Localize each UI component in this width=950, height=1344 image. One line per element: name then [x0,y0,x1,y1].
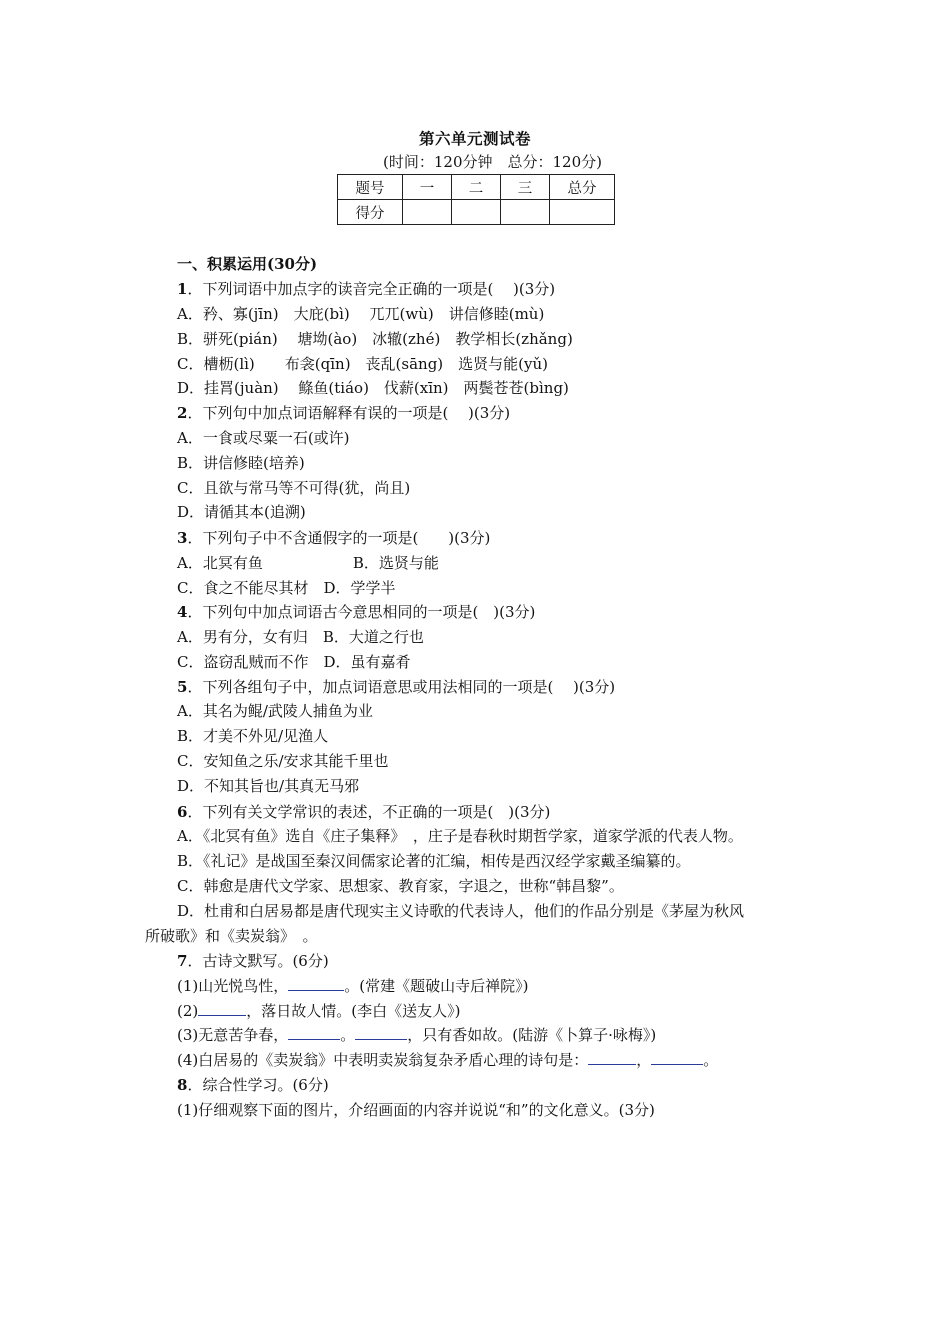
item-text: (3)无意苦争春， [177,1026,289,1044]
item-text: 。 [703,1051,719,1069]
answer-blank[interactable] [288,976,344,991]
item-text: ， [636,1051,652,1069]
question-3-options-cd: C．食之不能尽其材 D．学学半 [177,579,396,597]
page-title: 第六单元测试卷 [418,129,531,148]
question-4-options-ab: A．男有分，女有归 B．大道之行也 [177,628,424,646]
item-text: (2) [177,1002,199,1020]
question-number: 5 [177,678,188,696]
question-7-item-3 [177,1025,656,1045]
question-2-option-c: C．且欲与常马等不可得(犹，尚且) [177,479,411,497]
score-row-label: 得分 [338,200,403,225]
question-text: ．下列句中加点词语解释有误的一项是( )(3分) [187,404,511,422]
question-text: ．综合性学习。(6分) [187,1076,329,1094]
question-number: 4 [177,603,188,621]
question-3-options-ab: A．北冥有鱼 B．选贤与能 [177,554,439,572]
exam-time-and-score: (时间：120分钟 总分：120分) [383,153,602,171]
question-6-option-a: A．《北冥有鱼》选自《庄子集释》 ，庄子是春秋时期哲学家，道家学派的代表人物。 [177,827,743,845]
question-text: ．下列句子中不含通假字的一项是( )(3分) [187,529,491,547]
question-5-option-a: A．其名为鲲/武陵人捕鱼为业 [177,702,373,720]
question-1-option-b: B．骈死(pián) 塘坳(ào) 冰辙(zhé) 教学相长(zhǎng) [177,330,573,348]
answer-blank[interactable] [288,1025,340,1040]
question-8-item-1: (1)仔细观察下面的图片，介绍画面的内容并说说“和”的文化意义。(3分) [177,1101,655,1119]
score-header-cell: 总分 [550,175,615,200]
question-number: 7 [177,952,188,970]
question-1-option-d: D．挂罥(juàn) 鲦鱼(tiáo) 伐薪(xīn) 两鬓苍苍(bìng) [177,379,569,397]
question-text: ．下列有关文学常识的表述，不正确的一项是( )(3分) [187,803,551,821]
score-header-cell: 题号 [338,175,403,200]
question-5-option-b: B．才美不外见/见渔人 [177,727,329,745]
question-number: 6 [177,803,188,821]
question-1-option-a: A．矜、寡(jīn) 大庇(bì) 兀兀(wù) 讲信修睦(mù) [177,305,545,323]
score-table [337,174,615,225]
question-8-stem [177,1075,329,1095]
question-4-stem [177,602,535,622]
score-table-header-row [338,175,615,200]
question-2-option-b: B．讲信修睦(培养) [177,454,305,472]
question-2-stem [177,403,510,423]
question-1-option-c: C．槽枥(lì) 布衾(qīn) 丧乱(sāng) 选贤与能(yǔ) [177,355,548,373]
item-text: (1)山光悦鸟性， [177,977,289,995]
item-text: 。(常建《题破山寺后禅院》) [344,977,529,995]
question-text: ．古诗文默写。(6分) [187,952,329,970]
question-4-options-cd: C．盗窃乱贼而不作 D．虽有嘉肴 [177,653,411,671]
score-cell-3[interactable] [501,200,550,225]
question-5-option-c: C．安知鱼之乐/安求其能千里也 [177,752,389,770]
answer-blank[interactable] [588,1050,636,1065]
question-5-stem [177,677,615,697]
question-number: 8 [177,1076,188,1094]
question-text: ．下列词语中加点字的读音完全正确的一项是( )(3分) [187,280,556,298]
answer-blank[interactable] [355,1025,407,1040]
question-7-item-4 [177,1050,718,1070]
question-2-option-d: D．请循其本(追溯) [177,503,306,521]
question-3-stem [177,528,490,548]
question-5-option-d: D．不知其旨也/其真无马邪 [177,777,360,795]
question-text: ．下列各组句子中，加点词语意思或用法相同的一项是( )(3分) [187,678,616,696]
score-cell-2[interactable] [452,200,501,225]
item-text: ，只有香如故。(陆游《卜算子·咏梅》) [407,1026,657,1044]
answer-blank[interactable] [651,1050,703,1065]
question-7-item-2 [177,1001,460,1021]
score-table-score-row [338,200,615,225]
question-number: 1 [177,280,188,298]
section-heading: 一、积累运用(30分) [177,255,318,273]
score-cell-total[interactable] [550,200,615,225]
question-1-stem [177,279,555,299]
question-7-stem [177,951,329,971]
answer-blank[interactable] [198,1001,246,1016]
score-header-cell: 一 [403,175,452,200]
question-2-option-a: A．一食或尽粟一石(或许) [177,429,350,447]
question-6-option-c: C．韩愈是唐代文学家、思想家、教育家，字退之，世称“韩昌黎”。 [177,877,624,895]
score-header-cell: 二 [452,175,501,200]
item-text: (4)白居易的《卖炭翁》中表明卖炭翁复杂矛盾心理的诗句是： [177,1051,589,1069]
question-6-option-d: D．杜甫和白居易都是唐代现实主义诗歌的代表诗人，他们的作品分别是《茅屋为秋风 [177,902,745,920]
question-6-option-b: B．《礼记》是战国至秦汉间儒家论著的汇编，相传是西汉经学家戴圣编纂的。 [177,852,691,870]
question-7-item-1 [177,976,528,996]
question-6-stem [177,802,550,822]
item-text: ，落日故人情。(李白《送友人》) [246,1002,461,1020]
question-number: 3 [177,529,188,547]
score-header-cell: 三 [501,175,550,200]
question-6-option-d-continued: 所破歌》和《卖炭翁》 。 [145,927,318,945]
question-text: ．下列句中加点词语古今意思相同的一项是( )(3分) [187,603,536,621]
question-number: 2 [177,404,188,422]
item-text: 。 [340,1026,356,1044]
score-cell-1[interactable] [403,200,452,225]
